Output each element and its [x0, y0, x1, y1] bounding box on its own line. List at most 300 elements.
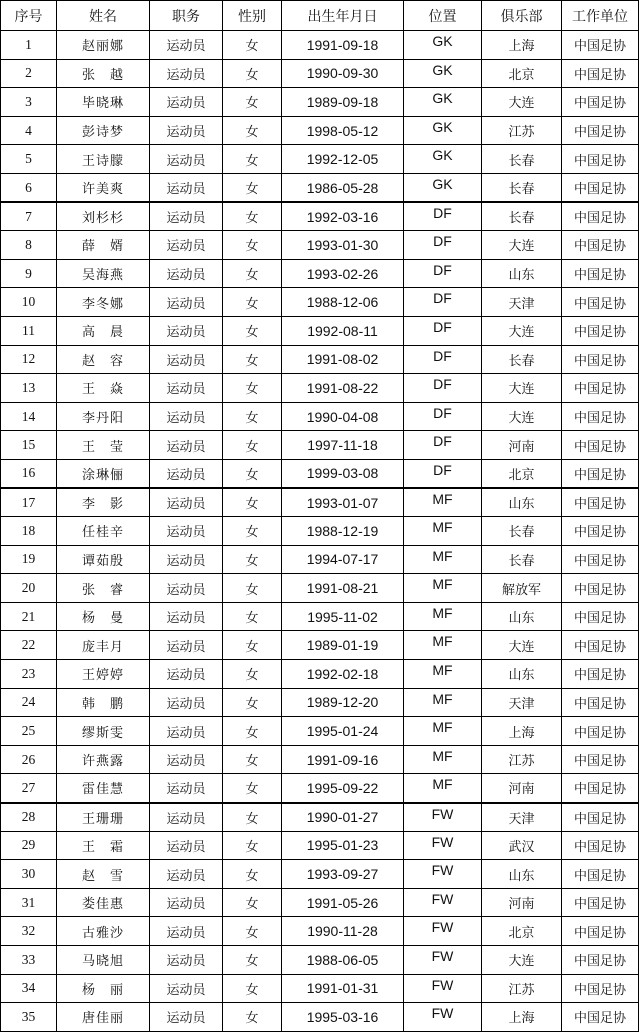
cell-index: 13: [1, 374, 57, 403]
cell-name: 赵丽娜: [57, 31, 150, 60]
cell-gender: 女: [223, 488, 282, 517]
cell-birth-date: 1995-01-23: [282, 831, 404, 860]
cell-position: GK: [404, 59, 482, 88]
cell-position: MF: [404, 488, 482, 517]
cell-employer: 中国足协: [562, 31, 639, 60]
cell-birth-date: 1988-12-06: [282, 288, 404, 317]
cell-position: FW: [404, 888, 482, 917]
cell-club: 大连: [482, 402, 562, 431]
cell-birth-date: 1993-02-26: [282, 259, 404, 288]
cell-birth-date: 1994-07-17: [282, 545, 404, 574]
cell-gender: 女: [223, 59, 282, 88]
cell-index: 24: [1, 688, 57, 717]
cell-employer: 中国足协: [562, 288, 639, 317]
header-birth: 出生年月日: [282, 1, 404, 31]
cell-role: 运动员: [150, 717, 223, 746]
cell-gender: 女: [223, 860, 282, 889]
cell-name: 吴海燕: [57, 259, 150, 288]
cell-name: 杨 曼: [57, 602, 150, 631]
cell-name: 王珊珊: [57, 803, 150, 832]
cell-employer: 中国足协: [562, 345, 639, 374]
cell-club: 上海: [482, 1003, 562, 1032]
cell-position: DF: [404, 259, 482, 288]
cell-position: MF: [404, 545, 482, 574]
cell-employer: 中国足协: [562, 688, 639, 717]
cell-index: 4: [1, 116, 57, 145]
cell-gender: 女: [223, 717, 282, 746]
cell-name: 谭茹殷: [57, 545, 150, 574]
cell-role: 运动员: [150, 917, 223, 946]
cell-position: GK: [404, 88, 482, 117]
cell-club: 山东: [482, 860, 562, 889]
cell-role: 运动员: [150, 459, 223, 488]
cell-gender: 女: [223, 88, 282, 117]
cell-position: DF: [404, 288, 482, 317]
table-row: [1, 374, 639, 403]
cell-employer: 中国足协: [562, 231, 639, 260]
cell-gender: 女: [223, 631, 282, 660]
cell-position: GK: [404, 173, 482, 202]
cell-employer: 中国足协: [562, 145, 639, 174]
cell-position: FW: [404, 860, 482, 889]
cell-role: 运动员: [150, 1003, 223, 1032]
cell-index: 16: [1, 459, 57, 488]
cell-position: DF: [404, 402, 482, 431]
cell-gender: 女: [223, 431, 282, 460]
cell-role: 运动员: [150, 345, 223, 374]
cell-club: 山东: [482, 660, 562, 689]
cell-name: 杨 丽: [57, 974, 150, 1003]
table-row: [1, 202, 639, 231]
cell-index: 22: [1, 631, 57, 660]
cell-employer: 中国足协: [562, 860, 639, 889]
table-row: [1, 145, 639, 174]
cell-birth-date: 1989-09-18: [282, 88, 404, 117]
cell-position: FW: [404, 803, 482, 832]
header-role: 职务: [150, 1, 223, 31]
cell-position: DF: [404, 431, 482, 460]
table-row: [1, 803, 639, 832]
cell-index: 31: [1, 888, 57, 917]
cell-club: 长春: [482, 202, 562, 231]
cell-name: 张 睿: [57, 574, 150, 603]
cell-index: 8: [1, 231, 57, 260]
cell-club: 武汉: [482, 831, 562, 860]
cell-birth-date: 1990-11-28: [282, 917, 404, 946]
cell-position: MF: [404, 774, 482, 803]
cell-club: 上海: [482, 31, 562, 60]
cell-club: 山东: [482, 259, 562, 288]
cell-name: 马晓旭: [57, 946, 150, 975]
cell-role: 运动员: [150, 31, 223, 60]
cell-gender: 女: [223, 974, 282, 1003]
cell-name: 娄佳惠: [57, 888, 150, 917]
cell-gender: 女: [223, 173, 282, 202]
header-position: 位置: [404, 1, 482, 31]
cell-birth-date: 1992-02-18: [282, 660, 404, 689]
cell-employer: 中国足协: [562, 402, 639, 431]
table-row: [1, 459, 639, 488]
cell-role: 运动员: [150, 374, 223, 403]
cell-employer: 中国足协: [562, 1003, 639, 1032]
cell-employer: 中国足协: [562, 574, 639, 603]
cell-position: FW: [404, 917, 482, 946]
cell-role: 运动员: [150, 88, 223, 117]
cell-club: 江苏: [482, 745, 562, 774]
cell-employer: 中国足协: [562, 202, 639, 231]
cell-employer: 中国足协: [562, 431, 639, 460]
cell-employer: 中国足协: [562, 774, 639, 803]
cell-index: 33: [1, 946, 57, 975]
table-row: [1, 631, 639, 660]
cell-name: 李丹阳: [57, 402, 150, 431]
cell-position: MF: [404, 688, 482, 717]
cell-position: FW: [404, 946, 482, 975]
cell-birth-date: 1991-01-31: [282, 974, 404, 1003]
cell-birth-date: 1989-01-19: [282, 631, 404, 660]
cell-gender: 女: [223, 31, 282, 60]
cell-role: 运动员: [150, 431, 223, 460]
cell-club: 长春: [482, 545, 562, 574]
cell-gender: 女: [223, 231, 282, 260]
cell-club: 大连: [482, 946, 562, 975]
cell-employer: 中国足协: [562, 831, 639, 860]
cell-birth-date: 1993-09-27: [282, 860, 404, 889]
cell-employer: 中国足协: [562, 259, 639, 288]
cell-birth-date: 1991-09-18: [282, 31, 404, 60]
cell-name: 李 影: [57, 488, 150, 517]
cell-position: MF: [404, 717, 482, 746]
header-index: 序号: [1, 1, 57, 31]
cell-birth-date: 1998-05-12: [282, 116, 404, 145]
cell-employer: 中国足协: [562, 316, 639, 345]
cell-role: 运动员: [150, 259, 223, 288]
cell-employer: 中国足协: [562, 717, 639, 746]
cell-birth-date: 1995-09-22: [282, 774, 404, 803]
cell-employer: 中国足协: [562, 888, 639, 917]
cell-employer: 中国足协: [562, 59, 639, 88]
cell-gender: 女: [223, 402, 282, 431]
cell-club: 天津: [482, 688, 562, 717]
cell-employer: 中国足协: [562, 517, 639, 546]
cell-employer: 中国足协: [562, 803, 639, 832]
cell-index: 32: [1, 917, 57, 946]
cell-birth-date: 1993-01-07: [282, 488, 404, 517]
cell-position: MF: [404, 631, 482, 660]
cell-role: 运动员: [150, 231, 223, 260]
cell-position: DF: [404, 231, 482, 260]
cell-birth-date: 1991-08-21: [282, 574, 404, 603]
cell-gender: 女: [223, 288, 282, 317]
cell-role: 运动员: [150, 745, 223, 774]
cell-name: 赵 雪: [57, 860, 150, 889]
cell-index: 34: [1, 974, 57, 1003]
cell-name: 王诗朦: [57, 145, 150, 174]
cell-club: 天津: [482, 288, 562, 317]
cell-gender: 女: [223, 660, 282, 689]
cell-gender: 女: [223, 259, 282, 288]
cell-gender: 女: [223, 202, 282, 231]
cell-birth-date: 1988-06-05: [282, 946, 404, 975]
cell-position: DF: [404, 202, 482, 231]
table-row: [1, 974, 639, 1003]
cell-birth-date: 1992-12-05: [282, 145, 404, 174]
cell-club: 长春: [482, 345, 562, 374]
cell-club: 大连: [482, 374, 562, 403]
table-row: [1, 660, 639, 689]
cell-employer: 中国足协: [562, 602, 639, 631]
cell-gender: 女: [223, 545, 282, 574]
cell-position: DF: [404, 316, 482, 345]
cell-name: 雷佳慧: [57, 774, 150, 803]
cell-name: 庞丰月: [57, 631, 150, 660]
table-row: [1, 31, 639, 60]
table-row: [1, 288, 639, 317]
cell-club: 解放军: [482, 574, 562, 603]
cell-name: 赵 容: [57, 345, 150, 374]
header-gender: 性别: [223, 1, 282, 31]
header-name: 姓名: [57, 1, 150, 31]
cell-position: DF: [404, 459, 482, 488]
cell-gender: 女: [223, 688, 282, 717]
cell-employer: 中国足协: [562, 459, 639, 488]
cell-club: 北京: [482, 59, 562, 88]
table-row: [1, 431, 639, 460]
cell-role: 运动员: [150, 545, 223, 574]
cell-name: 古雅沙: [57, 917, 150, 946]
cell-gender: 女: [223, 745, 282, 774]
cell-index: 3: [1, 88, 57, 117]
cell-gender: 女: [223, 831, 282, 860]
cell-role: 运动员: [150, 831, 223, 860]
table-body: [1, 31, 639, 1032]
cell-birth-date: 1995-01-24: [282, 717, 404, 746]
table-row: [1, 888, 639, 917]
cell-index: 20: [1, 574, 57, 603]
header-row: [1, 1, 639, 31]
header-club: 俱乐部: [482, 1, 562, 31]
table-row: [1, 517, 639, 546]
cell-employer: 中国足协: [562, 745, 639, 774]
cell-role: 运动员: [150, 288, 223, 317]
cell-index: 12: [1, 345, 57, 374]
table-row: [1, 574, 639, 603]
cell-name: 薛 婿: [57, 231, 150, 260]
cell-role: 运动员: [150, 202, 223, 231]
table-row: [1, 545, 639, 574]
cell-role: 运动员: [150, 860, 223, 889]
cell-birth-date: 1991-08-02: [282, 345, 404, 374]
cell-index: 11: [1, 316, 57, 345]
cell-club: 山东: [482, 602, 562, 631]
cell-employer: 中国足协: [562, 88, 639, 117]
table-row: [1, 173, 639, 202]
cell-index: 10: [1, 288, 57, 317]
table-row: [1, 688, 639, 717]
cell-role: 运动员: [150, 946, 223, 975]
table-row: [1, 745, 639, 774]
cell-name: 王 霜: [57, 831, 150, 860]
cell-index: 25: [1, 717, 57, 746]
cell-club: 大连: [482, 88, 562, 117]
cell-gender: 女: [223, 345, 282, 374]
cell-gender: 女: [223, 917, 282, 946]
cell-role: 运动员: [150, 316, 223, 345]
cell-index: 14: [1, 402, 57, 431]
table-row: [1, 860, 639, 889]
cell-index: 19: [1, 545, 57, 574]
cell-role: 运动员: [150, 888, 223, 917]
cell-index: 29: [1, 831, 57, 860]
cell-gender: 女: [223, 1003, 282, 1032]
cell-name: 许美爽: [57, 173, 150, 202]
table-row: [1, 316, 639, 345]
cell-club: 大连: [482, 316, 562, 345]
cell-club: 江苏: [482, 974, 562, 1003]
cell-role: 运动员: [150, 660, 223, 689]
cell-club: 北京: [482, 459, 562, 488]
cell-birth-date: 1991-09-16: [282, 745, 404, 774]
cell-index: 28: [1, 803, 57, 832]
cell-club: 长春: [482, 517, 562, 546]
cell-birth-date: 1988-12-19: [282, 517, 404, 546]
cell-position: FW: [404, 974, 482, 1003]
cell-employer: 中国足协: [562, 173, 639, 202]
cell-birth-date: 1990-01-27: [282, 803, 404, 832]
header-employer: 工作单位: [562, 1, 639, 31]
cell-gender: 女: [223, 459, 282, 488]
table-row: [1, 1003, 639, 1032]
cell-index: 18: [1, 517, 57, 546]
cell-gender: 女: [223, 517, 282, 546]
cell-name: 唐佳丽: [57, 1003, 150, 1032]
cell-role: 运动员: [150, 602, 223, 631]
cell-gender: 女: [223, 374, 282, 403]
cell-gender: 女: [223, 574, 282, 603]
cell-index: 1: [1, 31, 57, 60]
cell-birth-date: 1989-12-20: [282, 688, 404, 717]
cell-role: 运动员: [150, 145, 223, 174]
cell-club: 上海: [482, 717, 562, 746]
cell-gender: 女: [223, 602, 282, 631]
cell-index: 17: [1, 488, 57, 517]
table-row: [1, 259, 639, 288]
cell-birth-date: 1990-09-30: [282, 59, 404, 88]
cell-club: 长春: [482, 173, 562, 202]
cell-birth-date: 1991-08-22: [282, 374, 404, 403]
cell-position: MF: [404, 574, 482, 603]
table-row: [1, 88, 639, 117]
cell-role: 运动员: [150, 402, 223, 431]
cell-employer: 中国足协: [562, 917, 639, 946]
cell-index: 5: [1, 145, 57, 174]
cell-role: 运动员: [150, 631, 223, 660]
cell-name: 许燕露: [57, 745, 150, 774]
cell-gender: 女: [223, 145, 282, 174]
cell-birth-date: 1986-05-28: [282, 173, 404, 202]
cell-birth-date: 1991-05-26: [282, 888, 404, 917]
cell-name: 任桂辛: [57, 517, 150, 546]
cell-role: 运动员: [150, 974, 223, 1003]
cell-birth-date: 1993-01-30: [282, 231, 404, 260]
table-row: [1, 717, 639, 746]
cell-position: DF: [404, 374, 482, 403]
cell-name: 涂琳俪: [57, 459, 150, 488]
cell-name: 王婷婷: [57, 660, 150, 689]
cell-birth-date: 1992-03-16: [282, 202, 404, 231]
table-row: [1, 488, 639, 517]
cell-gender: 女: [223, 946, 282, 975]
cell-role: 运动员: [150, 688, 223, 717]
cell-role: 运动员: [150, 803, 223, 832]
cell-birth-date: 1992-08-11: [282, 316, 404, 345]
table-row: [1, 774, 639, 803]
cell-gender: 女: [223, 316, 282, 345]
cell-name: 王 莹: [57, 431, 150, 460]
cell-club: 大连: [482, 631, 562, 660]
cell-position: MF: [404, 602, 482, 631]
cell-gender: 女: [223, 116, 282, 145]
cell-gender: 女: [223, 803, 282, 832]
cell-name: 李冬娜: [57, 288, 150, 317]
cell-position: MF: [404, 517, 482, 546]
cell-club: 天津: [482, 803, 562, 832]
cell-name: 高 晨: [57, 316, 150, 345]
cell-club: 河南: [482, 888, 562, 917]
cell-role: 运动员: [150, 574, 223, 603]
table-row: [1, 59, 639, 88]
cell-birth-date: 1990-04-08: [282, 402, 404, 431]
cell-position: FW: [404, 1003, 482, 1032]
cell-employer: 中国足协: [562, 946, 639, 975]
cell-club: 河南: [482, 431, 562, 460]
cell-birth-date: 1997-11-18: [282, 431, 404, 460]
cell-name: 彭诗梦: [57, 116, 150, 145]
cell-position: MF: [404, 745, 482, 774]
table-row: [1, 946, 639, 975]
cell-club: 北京: [482, 917, 562, 946]
cell-name: 韩 鹏: [57, 688, 150, 717]
cell-role: 运动员: [150, 517, 223, 546]
cell-position: GK: [404, 116, 482, 145]
table-row: [1, 917, 639, 946]
cell-employer: 中国足协: [562, 488, 639, 517]
cell-position: FW: [404, 831, 482, 860]
cell-position: GK: [404, 145, 482, 174]
cell-name: 张 越: [57, 59, 150, 88]
cell-birth-date: 1995-03-16: [282, 1003, 404, 1032]
cell-birth-date: 1999-03-08: [282, 459, 404, 488]
table-row: [1, 402, 639, 431]
cell-club: 长春: [482, 145, 562, 174]
cell-club: 山东: [482, 488, 562, 517]
cell-employer: 中国足协: [562, 631, 639, 660]
cell-index: 27: [1, 774, 57, 803]
cell-gender: 女: [223, 888, 282, 917]
cell-role: 运动员: [150, 488, 223, 517]
cell-employer: 中国足协: [562, 660, 639, 689]
cell-name: 王 焱: [57, 374, 150, 403]
cell-index: 26: [1, 745, 57, 774]
table-row: [1, 345, 639, 374]
cell-employer: 中国足协: [562, 374, 639, 403]
table-row: [1, 116, 639, 145]
cell-club: 大连: [482, 231, 562, 260]
cell-index: 6: [1, 173, 57, 202]
cell-index: 15: [1, 431, 57, 460]
cell-index: 30: [1, 860, 57, 889]
cell-club: 河南: [482, 774, 562, 803]
